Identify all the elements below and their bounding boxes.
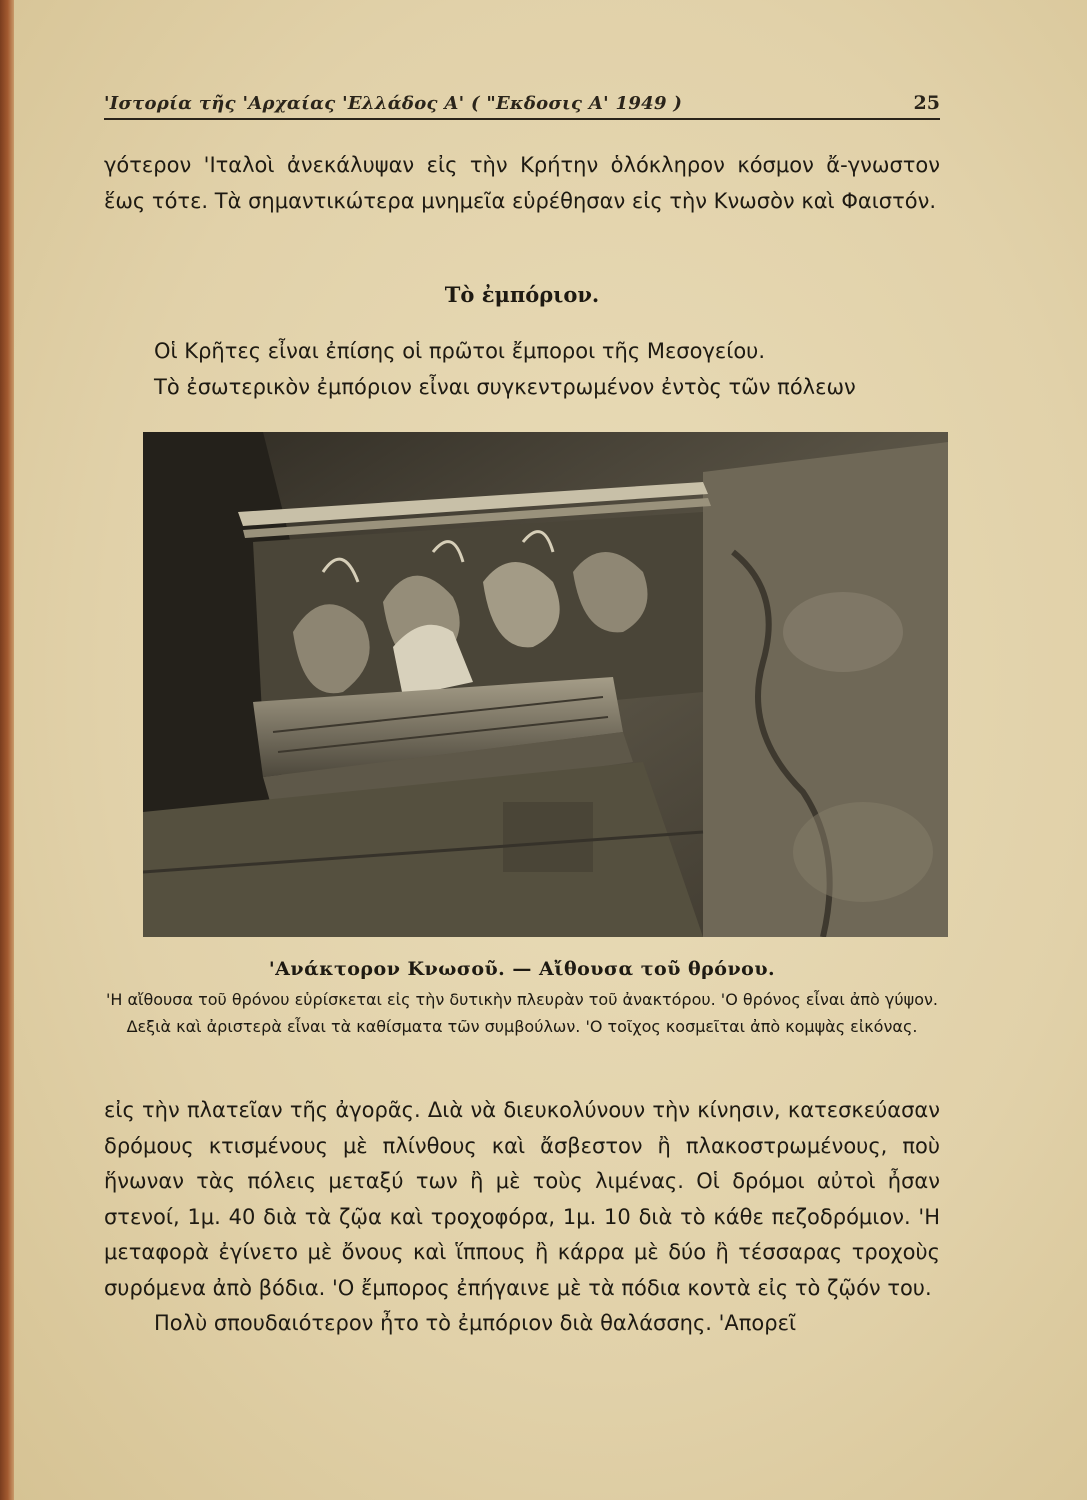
wall-patch bbox=[783, 592, 903, 672]
section-heading: Τὸ ἐμπόριον. bbox=[444, 282, 600, 307]
caption-body: 'Η αἴθουσα τοῦ θρόνου εὑρίσκεται εἰς τὴν δυτικὴν πλευρὰν τοῦ ἀνακτόρου. 'Ο θρόνος εἶναι ἀπὸ γύψον. Δεξιὰ καὶ ἀριστερὰ εἶναι τὰ καθίσματα τῶν συμβούλων. 'Ο τοῖχος κοσμεῖται ἀπὸ κομψὰς εἰκόνας. bbox=[105, 990, 939, 1036]
wall-patch bbox=[793, 802, 933, 902]
running-header bbox=[104, 90, 940, 120]
throne-room-illustration bbox=[143, 432, 948, 937]
section-paragraph-2: Τὸ ἐσωτερικὸν ἐμπόριον εἶναι συγκεντρωμένον ἐντὸς τῶν πόλεων bbox=[154, 374, 856, 399]
throne-room-photo bbox=[143, 432, 948, 937]
section-paragraph-1: Οἱ Κρῆτες εἶναι ἐπίσης οἱ πρῶτοι ἔμποροι τῆς Μεσογείου. bbox=[154, 339, 766, 363]
intro-paragraph-text: γότερον 'Ιταλοὶ ἀνεκάλυψαν εἰς τὴν Κρήτην ὁλόκληρον κόσμον ἄ-γνωστον ἕως τότε. Τὰ σημαντικώτερα μνημεῖα εὑρέθησαν εἰς τὴν Κνωσὸν καὶ Φαιστόν. bbox=[104, 153, 940, 213]
continuation-paragraph-1: εἰς τὴν πλατεῖαν τῆς ἀγορᾶς. Διὰ νὰ διευκολύνουν τὴν κίνησιν, κατεσκεύασαν δρόμους κτισμένους μὲ πλίνθους καὶ ἄσβεστον ἢ πλακοστρωμένους, ποὺ ἥνωναν τὰς πόλεις μεταξύ των ἢ μὲ τοὺς λιμένας. Οἱ δρόμοι αὐτοὶ ἦσαν στενοί, 1μ. 40 διὰ τὰ ζῷα καὶ τροχοφόρα, 1μ. 10 διὰ τὸ κάθε πεζοδρόμιον. 'Η μεταφορὰ ἐγίνετο μὲ ὄνους καὶ ἵππους ἢ κάρρα μὲ δύο ἢ τέσσαρας τροχοὺς συρόμενα ἀπὸ βόδια. 'Ο ἔμπορος ἐπήγαινε μὲ τὰ πόδια κοντὰ εἰς τὸ ζῷόν του. bbox=[104, 1098, 940, 1300]
section-text bbox=[104, 334, 940, 405]
page-number: 25 bbox=[913, 92, 940, 114]
continuation-text bbox=[104, 1093, 940, 1342]
book-binding-edge bbox=[0, 0, 14, 1500]
figure-caption bbox=[104, 954, 940, 1040]
header-title: 'Ιστορία τῆς 'Αρχαίας 'Ελλάδος Α' ( "Εκδοσις Α' 1949 ) bbox=[104, 93, 683, 114]
caption-title: 'Ανάκτορον Κνωσοῦ. — Αἴθουσα τοῦ θρόνου. bbox=[268, 958, 776, 980]
intro-paragraph bbox=[104, 148, 940, 219]
continuation-paragraph-2: Πολὺ σπουδαιότερον ἦτο τὸ ἐμπόριον διὰ θαλάσσης. 'Απορεῖ bbox=[154, 1311, 797, 1335]
basin bbox=[503, 802, 593, 872]
